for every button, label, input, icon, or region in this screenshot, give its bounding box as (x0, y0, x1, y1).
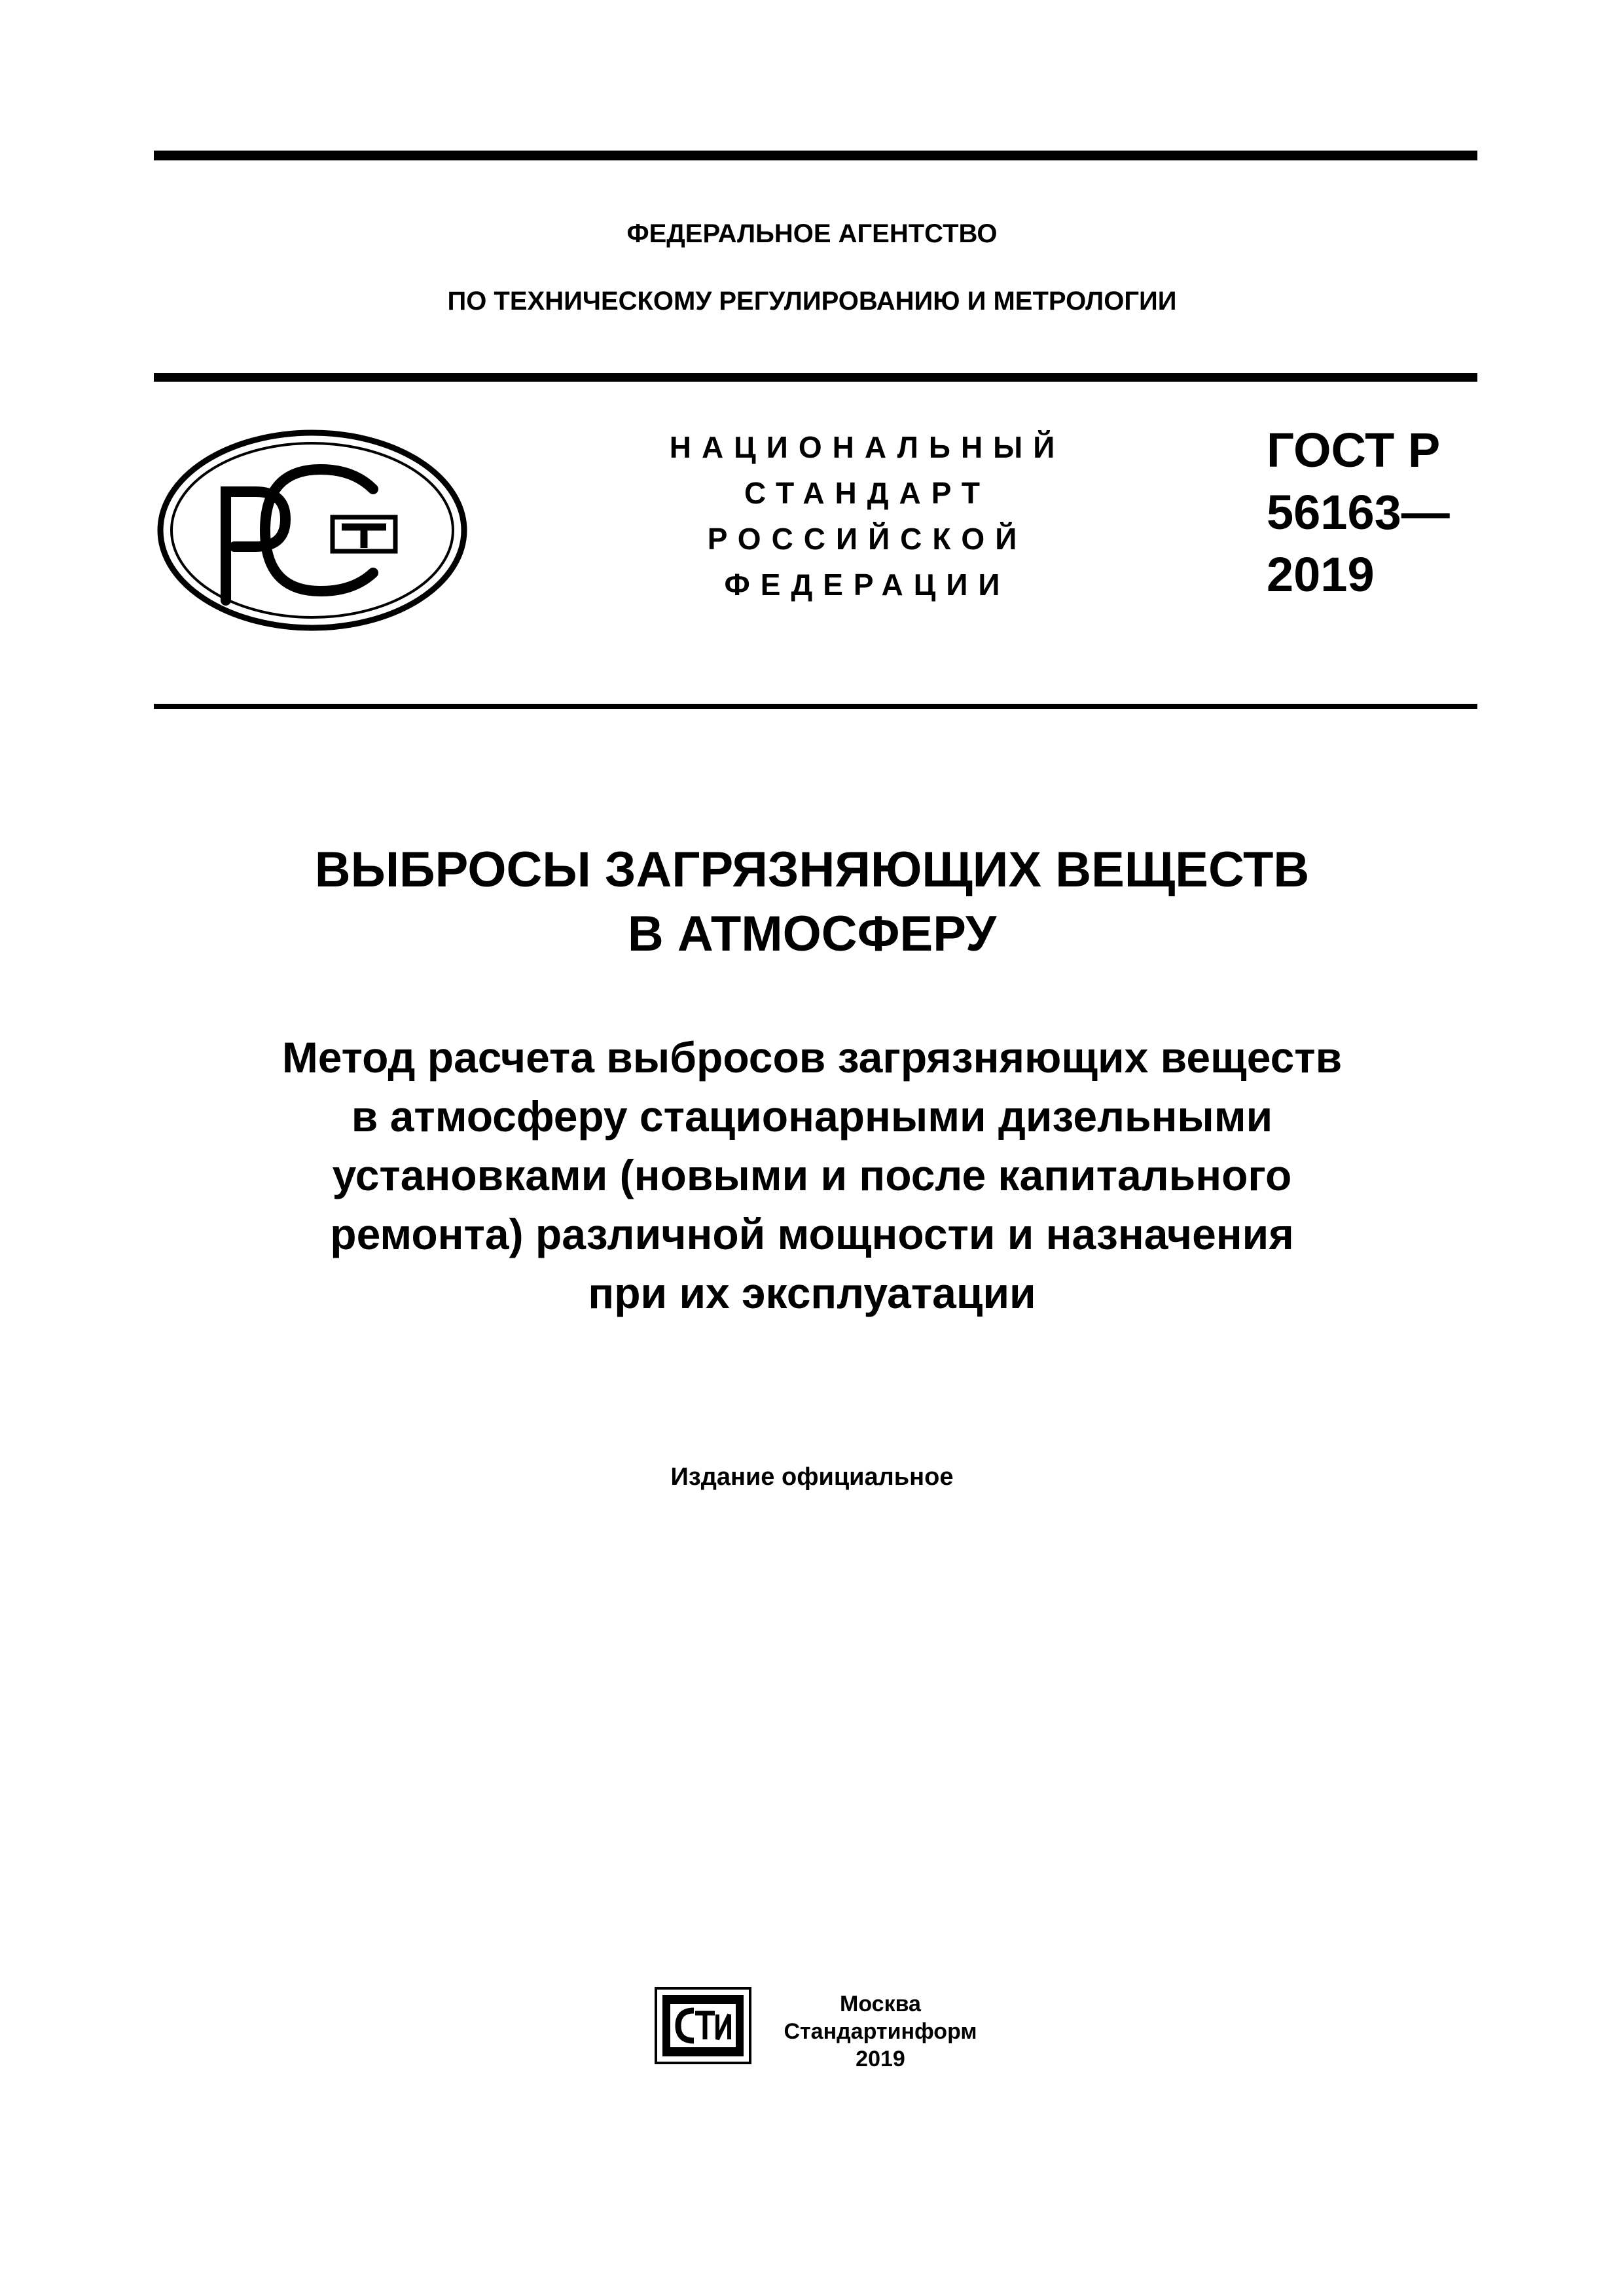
agency-line-2: ПО ТЕХНИЧЕСКОМУ РЕГУЛИРОВАНИЮ И МЕТРОЛОГИИ (447, 287, 1177, 316)
publisher-city: Москва (840, 1992, 921, 2016)
title-line: В АТМОСФЕРУ (627, 906, 997, 962)
document-title (0, 838, 1624, 966)
edition-label: Издание официальное (670, 1463, 954, 1491)
subtitle-line: ремонта) различной мощности и назначения (330, 1210, 1294, 1258)
subtitle-line: при их эксплуатации (588, 1269, 1036, 1317)
standard-type-line: НАЦИОНАЛЬНЫЙ (669, 430, 1066, 464)
designation-line: ГОСТ Р (1267, 423, 1441, 477)
publisher-year: 2019 (856, 2047, 905, 2071)
publisher-block (772, 1990, 988, 2073)
subtitle-line: в атмосферу стационарными дизельными (351, 1092, 1273, 1140)
standard-type (615, 424, 1119, 608)
standard-type-line: СТАНДАРТ (744, 476, 990, 510)
divider-rule (154, 704, 1477, 709)
standard-type-line: ФЕДЕРАЦИИ (724, 568, 1011, 602)
designation-line: 56163— (1267, 485, 1450, 539)
document-subtitle (0, 1028, 1624, 1322)
title-line: ВЫБРОСЫ ЗАГРЯЗНЯЮЩИХ ВЕЩЕСТВ (314, 842, 1310, 898)
standartinform-logo-icon (655, 1987, 751, 2064)
subtitle-line: установками (новыми и после капитального (332, 1151, 1292, 1199)
standard-type-line: РОССИЙСКОЙ (707, 522, 1028, 556)
standard-designation (1267, 419, 1450, 606)
agency-line-1: ФЕДЕРАЛЬНОЕ АГЕНТСТВО (626, 219, 998, 248)
publisher-name: Стандартинформ (784, 2019, 977, 2044)
header-rule (154, 373, 1477, 382)
designation-line: 2019 (1267, 547, 1375, 602)
subtitle-line: Метод расчета выбросов загрязняющих веществ (281, 1033, 1343, 1082)
rst-logo-icon (157, 429, 468, 632)
top-rule (154, 151, 1477, 160)
